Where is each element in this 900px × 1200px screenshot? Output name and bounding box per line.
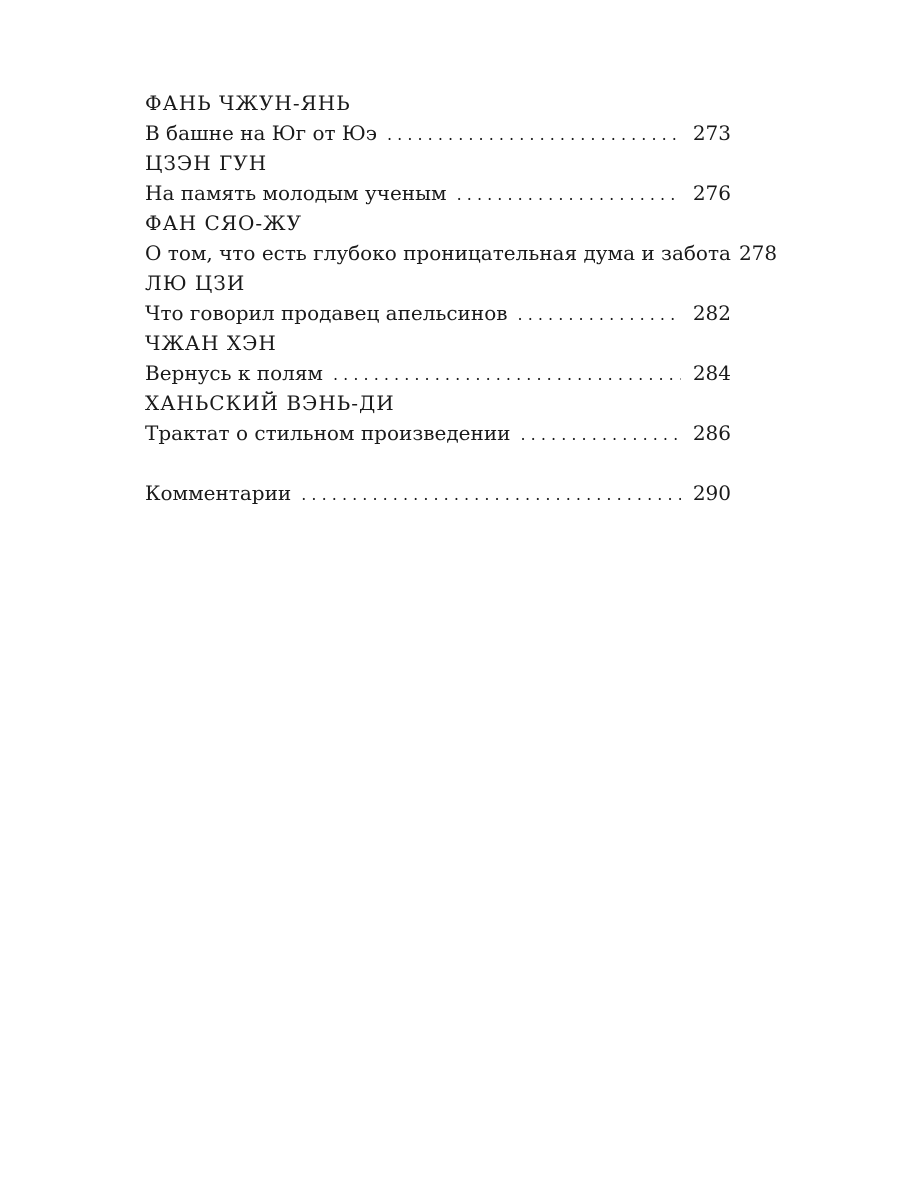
dot-leader xyxy=(333,360,681,390)
author-name: ЧЖАН ХЭН xyxy=(145,331,277,355)
author-name: ЛЮ ЦЗИ xyxy=(145,271,246,295)
section-spacer xyxy=(145,448,731,478)
author-name: ЦЗЭН ГУН xyxy=(145,151,268,175)
dot-leader xyxy=(518,300,681,330)
page-number: 282 xyxy=(692,301,731,325)
author-name: ХАНЬСКИЙ ВЭНЬ-ДИ xyxy=(145,391,395,415)
toc-entry-commentary[interactable] xyxy=(145,478,731,508)
page-number: 290 xyxy=(692,481,731,505)
author-name: ФАНЬ ЧЖУН-ЯНЬ xyxy=(145,91,351,115)
table-of-contents xyxy=(145,88,778,508)
entry-title: Что говорил продавец апельсинов xyxy=(145,301,508,325)
dot-leader xyxy=(457,180,681,210)
entry-title: Вернусь к полям xyxy=(145,361,323,385)
toc-entry[interactable] xyxy=(145,418,731,448)
entry-title: Трактат о стильном произведении xyxy=(145,421,511,445)
author-name: ФАН СЯО-ЖУ xyxy=(145,211,303,235)
page-number: 273 xyxy=(692,121,731,145)
page-number: 276 xyxy=(692,181,731,205)
entry-title: В башне на Юг от Юэ xyxy=(145,121,377,145)
page-number: 286 xyxy=(692,421,731,445)
toc-entry[interactable] xyxy=(145,238,778,268)
dot-leader xyxy=(521,420,681,450)
page-number: 278 xyxy=(738,241,778,265)
toc-entry[interactable] xyxy=(145,298,731,328)
dot-leader xyxy=(387,120,681,150)
entry-title: Комментарии xyxy=(145,481,292,505)
dot-leader xyxy=(301,480,681,510)
toc-entry[interactable] xyxy=(145,178,731,208)
toc-entry[interactable] xyxy=(145,358,731,388)
entry-title: На память молодым ученым xyxy=(145,181,447,205)
page-number: 284 xyxy=(692,361,731,385)
toc-entry[interactable] xyxy=(145,118,731,148)
entry-title: О том, что есть глубоко проницательная дума и забота xyxy=(145,241,731,265)
